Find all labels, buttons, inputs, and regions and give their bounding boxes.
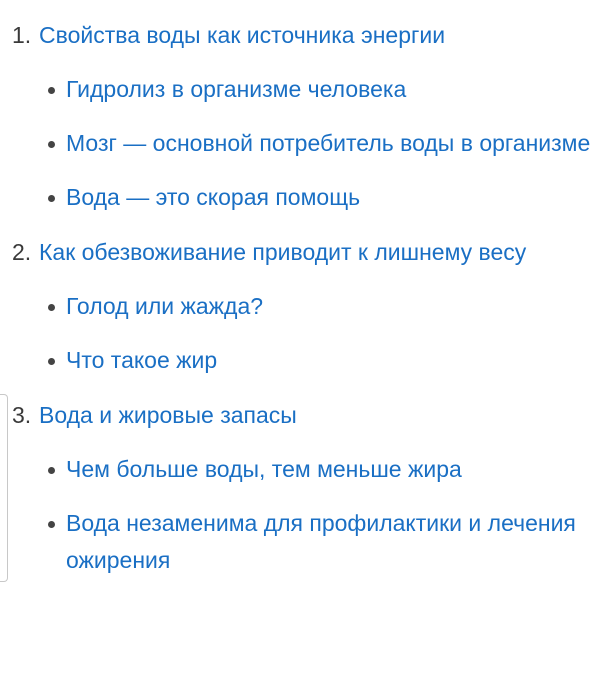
bullet-icon	[46, 179, 66, 216]
bullet-icon	[46, 288, 66, 325]
toc-link-more-water-less-fat[interactable]: Чем больше воды, тем меньше жира	[66, 456, 462, 482]
toc-link-section-2[interactable]: Как обезвоживание приводит к лишнему весу	[39, 239, 527, 265]
bullet-icon	[46, 451, 66, 488]
bullet-icon	[46, 71, 66, 108]
toc-section-1	[0, 17, 611, 216]
scroll-indicator	[0, 394, 8, 582]
toc-link-section-3[interactable]: Вода и жировые запасы	[39, 402, 297, 428]
list-item	[0, 71, 611, 108]
bullet-icon	[46, 342, 66, 379]
toc-link-first-aid[interactable]: Вода — это скорая помощь	[66, 184, 361, 210]
toc-section-heading	[0, 17, 611, 53]
toc-section-heading	[0, 397, 611, 433]
list-item	[0, 125, 611, 162]
section-number: 1.	[12, 22, 32, 48]
list-item	[0, 179, 611, 216]
section-number: 2.	[12, 239, 32, 265]
list-item	[0, 342, 611, 379]
toc-link-brain[interactable]: Мозг — основной потребитель воды в организме	[66, 130, 591, 156]
toc-section-2	[0, 234, 611, 379]
bullet-icon	[46, 125, 66, 162]
toc-section-3	[0, 397, 611, 579]
toc-section-heading	[0, 234, 611, 270]
toc-link-what-is-fat[interactable]: Что такое жир	[66, 347, 218, 373]
list-item	[0, 288, 611, 325]
toc-link-hunger-thirst[interactable]: Голод или жажда?	[66, 293, 264, 319]
list-item	[0, 505, 611, 579]
toc-link-section-1[interactable]: Свойства воды как источника энергии	[39, 22, 446, 48]
bullet-icon	[46, 505, 66, 542]
toc-link-obesity-prevention[interactable]: Вода незаменима для профилактики и лечения ожирения	[66, 510, 576, 573]
list-item	[0, 451, 611, 488]
section-number: 3.	[12, 402, 32, 428]
toc-link-hydrolysis[interactable]: Гидролиз в организме человека	[66, 76, 407, 102]
